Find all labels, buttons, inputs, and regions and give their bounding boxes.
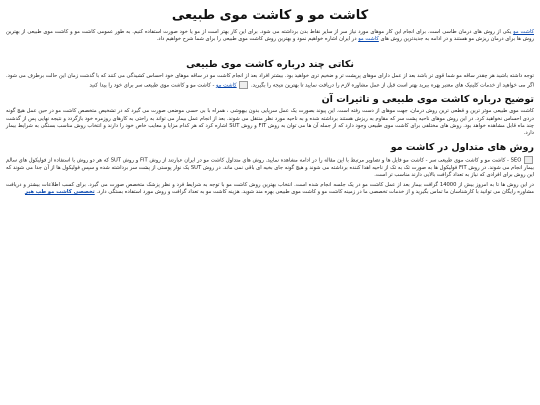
page-title: کاشت مو و کاشت موی طبیعی: [171, 8, 369, 23]
section-2-paragraph: [6, 108, 534, 137]
section-1-paragraph: [6, 73, 534, 89]
intro-link-hair-transplant[interactable]: کاشت مو: [513, 29, 535, 35]
intro-link-hair-transplant-2[interactable]: کاشت مو: [358, 36, 379, 43]
section-3-paragraph-1: [6, 156, 534, 179]
spacer: [6, 46, 534, 54]
section-3-text-1: SEO - کاشت مو و کاشت موی طبیعی سر - کاشت مو فایل ها و تصاویر مرتبط با این مقاله را در ادامه مشاهده نمایید. روش های متداول کاشت مو در ایران عبارتند از روش FIT و روش SUT که هر دو روش با استفاده از فولیکول های سالم بیمار انجام می شوند. در روش FIT فولیکول ها به صورت تک به تک از ناحیه اهدا کننده برداشته می شوند و هیچ گونه جای بخیه ای باقی نمی ماند. در روش SUT یک نوار پوستی از پشت سر برداشته شده و سپس فولیکول ها از آن جدا می شوند که این روش برای افرادی که نیاز به تعداد گرافت بالایی دارند مناسب تر است.: [6, 157, 534, 179]
image-placeholder-icon: [239, 81, 248, 89]
section-2-text: کاشت موی طبیعی موثر ترین و قطعی ترین روش درمان، جهت موهای از دست رفته است. این پیوند بصورت یک عمل سرپایی بدون بیهوشی ، همراه با بی حسی موضعی صورت می گیرد که در تشخیص متخصص کاشت مو در حین عمل هیچ گونه دردی احساس نخواهید کرد. در این روش موهای ناحیه پشت سر که مقاوم به ریزش هستند برداشته شده و به ناحیه مورد نظر منتقل می شوند. بعد از انجام عمل بیمار می تواند به راحتی به کارهای روزمره خود بازگردد و نتیجه نهایی پس از گذشت چند ماه قابل مشاهده خواهد بود. روش های مختلفی برای کاشت موی طبیعی وجود دارد که از جمله آن ها می توان به روش FIT و روش SUT اشاره کرد که هر کدام مزایا و معایب خاص خود را دارند و انتخاب روش مناسب بستگی به شرایط بیمار دارد.: [6, 108, 535, 136]
intro-text-2: در ایران اشاره خواهیم نمود و بهترین روش کاشت موی طبیعی را برای شما شرح خواهیم داد.: [156, 36, 359, 43]
section-3-link[interactable]: تخصصی کاشت مو طب هیر: [25, 189, 95, 196]
section-3-paragraph-2: [6, 182, 534, 196]
section-2-title: توضیح درباره کاشت موی طبیعی و تاثیرات آن: [321, 94, 534, 106]
article: [6, 0, 534, 197]
section-1-text: توجه داشته باشید هر چقدر ساقه مو شما قوی تر باشد بعد از عمل دارای موهای پرپشت تر و ضخیم تری خواهید بود. بیشتر افراد بعد از انجام کاشت مو در ساقه موهای خود احساس کشیدگی می کنند که با گذشت زمان این حالت برطرف می شود. اگر می خواهید از خدمات کلینیک های معتبر بهره ببرید بهتر است قبل از عمل مشاوره لازم را دریافت نمایید تا بهترین نتیجه را بگیرید.: [6, 73, 534, 89]
section-1-tail: - کاشت مو و کاشت موی طبیعی سر برای خود را پیدا کنید: [89, 82, 217, 89]
section-3-text-2: در این روش ها تا به امروز بیش از 14000 گرافت بیمار بعد از عمل کاشت مو در یک جلسه انجام شده است. انتخاب بهترین روش کاشت مو با توجه به شرایط فرد و نظر پزشک متخصص صورت می گیرد. برای کسب اطلاعات بیشتر و دریافت مشاوره رایگان می توانید با کارشناسان ما تماس بگیرید و از خدمات تخصصی ما در زمینه کاشت مو و کاشت موی طبیعی بهره مند شوید. هزینه کاشت مو به تعداد گرافت و روش مورد استفاده بستگی دارد.: [6, 182, 534, 196]
section-1-title: نکاتی چند درباره کاشت موی طبیعی: [186, 59, 354, 71]
section-3-title: روش های متداول در کاشت مو: [390, 142, 534, 154]
intro-text-1: یکی از روش های درمان طاسی است. برای انجام این کار موهای مورد نیاز سر از سایر نقاط بدن برداشته می شود. برای این کار بهتر است از مو یا خود صورت استفاده کنیم. به طور عمومی کاشت مو و کاشت موی طبیعی از بهترین روش ها برای درمان ریزش مو هستند و در ادامه به جدیدترین روش های: [6, 29, 534, 43]
intro-paragraph: [6, 29, 534, 43]
section-1-link[interactable]: کاشت مو: [216, 82, 237, 89]
image-placeholder-icon: [524, 156, 533, 164]
